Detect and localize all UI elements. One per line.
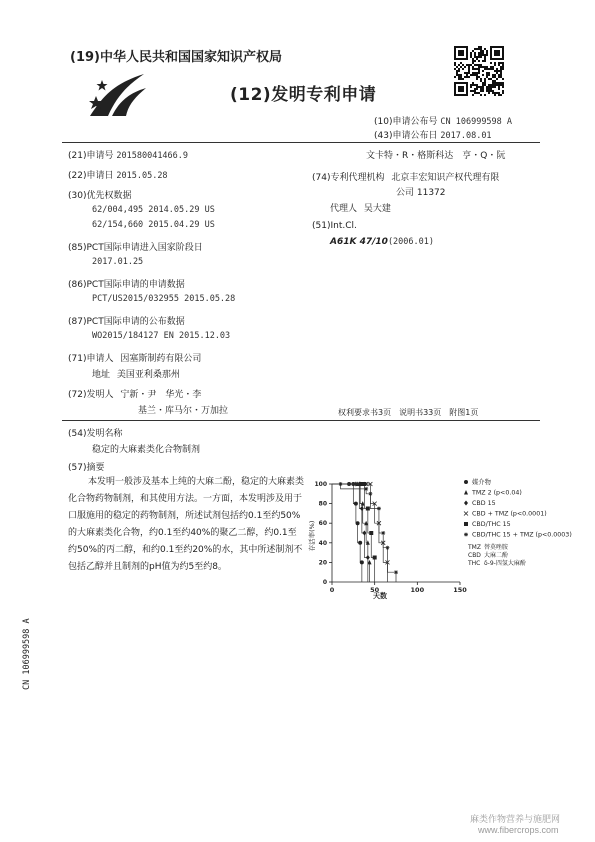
agency-line-2: 公司 11372 xyxy=(396,188,446,198)
y-axis-label: 存活率(%) xyxy=(308,520,316,552)
field-label: PCT国际申请的申请数据 xyxy=(86,280,185,290)
field-code: (22) xyxy=(68,171,87,181)
chart-legend xyxy=(464,477,572,539)
pct-national-date: 2017.01.25 xyxy=(92,257,144,267)
legend-label: 媒介物 xyxy=(472,479,491,486)
data-point xyxy=(339,482,343,486)
applicant-value: 因塞斯制药有限公司 xyxy=(120,354,202,364)
inventors-continued: 文卡特・R・格斯科达 亨・Q・阮 xyxy=(366,151,506,161)
survival-chart xyxy=(300,474,572,604)
abstract-text: 本发明一般涉及基本上纯的大麻二酚，稳定的大麻素类化合物药物制剂，和其使用方法。一方面，本发明涉及用于口服施用的稳定的药物制剂，所述试剂包括约0.1至约50%的大麻素类化合物，约0.1至约40%的聚乙二醇，约0.1至约50%的丙二醇，和约0.1至约20%的水，其中所述制剂不包括乙醇并且制剂的pH值为约5至约8。 xyxy=(68,477,305,572)
field-code: (57) xyxy=(68,463,87,473)
field-72 xyxy=(68,387,201,400)
field-54 xyxy=(68,426,123,439)
cnipa-logo xyxy=(86,68,150,122)
data-point xyxy=(368,492,372,496)
ipc-class: A61K 47/10 xyxy=(330,237,388,247)
data-point xyxy=(356,521,360,525)
data-point xyxy=(366,507,370,511)
legend-label: CBD + TMZ (p<0.0001) xyxy=(472,510,547,518)
field-label: 申请日 xyxy=(86,171,114,181)
field-label: PCT国际申请进入国家阶段日 xyxy=(86,243,203,253)
pub-date-code: (43) xyxy=(374,131,393,141)
legend-marker xyxy=(464,480,468,484)
field-code: (21) xyxy=(68,151,87,161)
office-name: 中华人民共和国国家知识产权局 xyxy=(99,50,282,65)
pub-no-label: 申请公布号 xyxy=(392,117,438,127)
section-rule xyxy=(62,420,540,421)
field-71 xyxy=(68,351,201,364)
field-value: 201580041466.9 xyxy=(116,151,189,161)
data-point xyxy=(364,487,368,491)
abbr-term: THC xyxy=(468,560,481,567)
office-code: (19) xyxy=(70,50,100,65)
publication-number xyxy=(374,114,512,127)
y-tick-label: 100 xyxy=(314,481,327,488)
data-point xyxy=(385,546,389,550)
x-tick-label: 50 xyxy=(370,586,380,594)
inventors-line-2: 基兰・库马尔・万加拉 xyxy=(138,406,229,416)
field-code: (87) xyxy=(68,317,87,327)
watermark-line-1: 麻类作物营养与施肥网 xyxy=(470,814,561,824)
publication-date xyxy=(374,128,492,141)
field-label: 优先权数据 xyxy=(86,191,132,201)
field-code: (74) xyxy=(312,173,331,183)
agent-line xyxy=(330,201,391,214)
data-point xyxy=(360,560,364,564)
pub-no-value: CN 106999598 A xyxy=(440,117,513,127)
agency-value: 北京丰宏知识产权代理有限 xyxy=(391,173,500,183)
address-label: 地址 xyxy=(92,370,111,380)
y-tick-label: 20 xyxy=(318,559,327,567)
x-tick-label: 100 xyxy=(410,586,425,594)
data-point xyxy=(354,502,358,506)
y-tick-label: 40 xyxy=(318,539,327,547)
field-85 xyxy=(68,240,203,253)
page-counts: 权利要求书3页 说明书33页 附图1页 xyxy=(338,408,479,417)
invention-title: 稳定的大麻素类化合物制剂 xyxy=(92,445,201,455)
header-rule xyxy=(62,142,540,143)
data-point xyxy=(362,482,366,486)
series-line xyxy=(332,484,362,582)
field-30 xyxy=(68,188,132,201)
field-code: (30) xyxy=(68,191,87,201)
abbr-meaning: 大麻二酚 xyxy=(484,552,509,559)
priority-line-1: 62/004,495 2014.05.29 US xyxy=(92,205,215,215)
field-label: 发明名称 xyxy=(86,429,123,439)
doc-type-text: 发明专利申请 xyxy=(271,85,377,105)
watermark-line-2: www.fibercrops.com xyxy=(478,825,559,835)
address-line xyxy=(92,367,180,380)
data-point xyxy=(381,531,385,535)
legend-marker xyxy=(464,501,468,506)
legend-label: TMZ 2 (p<0.04) xyxy=(472,489,522,497)
field-code: (51) xyxy=(312,221,331,231)
legend-label: CBD 15 xyxy=(472,500,496,507)
pub-date-value: 2017.08.01 xyxy=(440,131,492,141)
field-label: 发明人 xyxy=(86,390,114,400)
field-label: 申请号 xyxy=(86,151,114,161)
field-51 xyxy=(312,221,357,231)
y-tick-label: 80 xyxy=(318,500,327,508)
abbr-meaning: 替莫唑胺 xyxy=(484,544,509,551)
field-code: (71) xyxy=(68,354,87,364)
data-point xyxy=(360,506,364,511)
x-tick-label: 150 xyxy=(453,586,467,594)
priority-line-2: 62/154,660 2015.04.29 US xyxy=(92,220,215,230)
inventors-value: 宁新・尹 华光・李 xyxy=(120,390,202,400)
legend-label: CBD/THC 15 + TMZ (p<0.0003) xyxy=(472,531,572,539)
pct-publication-data: WO2015/184127 EN 2015.12.03 xyxy=(92,331,231,341)
abbr-meaning: δ-9-四氢大麻酚 xyxy=(484,560,526,567)
ipc-line xyxy=(330,237,434,247)
legend-marker xyxy=(464,522,468,526)
side-publication-number: CN 106999598 A xyxy=(22,618,32,690)
pct-application-data: PCT/US2015/032955 2015.05.28 xyxy=(92,294,236,304)
field-code: (54) xyxy=(68,429,87,439)
ipc-date: (2006.01) xyxy=(387,237,434,247)
data-point xyxy=(359,482,363,486)
legend-label: CBD/THC 15 xyxy=(472,521,511,528)
y-tick-label: 0 xyxy=(322,579,327,586)
data-point xyxy=(373,556,377,560)
field-label: 申请人 xyxy=(86,354,114,364)
data-point xyxy=(366,555,370,560)
field-21 xyxy=(68,148,188,161)
data-point xyxy=(358,541,362,545)
plot-area xyxy=(314,481,467,594)
qr-code xyxy=(454,46,504,96)
doc-type-code: (12) xyxy=(230,85,272,105)
field-22 xyxy=(68,168,168,181)
pub-no-code: (10) xyxy=(374,117,393,127)
field-label: 专利代理机构 xyxy=(330,173,385,183)
agent-value: 吴大建 xyxy=(363,204,391,214)
agent-label: 代理人 xyxy=(330,204,358,214)
field-label: PCT国际申请的公布数据 xyxy=(86,317,185,327)
field-value: 2015.05.28 xyxy=(116,171,168,181)
data-point xyxy=(394,570,398,574)
data-point xyxy=(369,531,373,535)
field-code: (72) xyxy=(68,390,87,400)
document-type xyxy=(230,80,376,105)
x-axis-label: 天数 xyxy=(373,592,387,600)
issuing-office xyxy=(70,46,282,65)
abbr-term: CBD xyxy=(468,552,481,559)
field-57 xyxy=(68,460,105,473)
field-code: (85) xyxy=(68,243,87,253)
field-label: 摘要 xyxy=(86,463,105,473)
abbreviation-key xyxy=(467,543,526,567)
pub-date-label: 申请公布日 xyxy=(392,131,438,141)
field-87 xyxy=(68,314,185,327)
x-tick-label: 0 xyxy=(329,586,335,594)
y-tick-label: 60 xyxy=(318,520,327,528)
legend-marker xyxy=(464,533,468,537)
address-value: 美国亚利桑那州 xyxy=(116,370,180,380)
abbr-term: TMZ xyxy=(468,544,481,551)
field-74 xyxy=(312,170,499,183)
legend-marker xyxy=(464,512,468,516)
field-86 xyxy=(68,277,185,290)
data-point xyxy=(377,507,381,511)
legend-marker xyxy=(464,490,468,495)
field-code: (86) xyxy=(68,280,87,290)
field-label: Int.Cl. xyxy=(330,221,357,231)
